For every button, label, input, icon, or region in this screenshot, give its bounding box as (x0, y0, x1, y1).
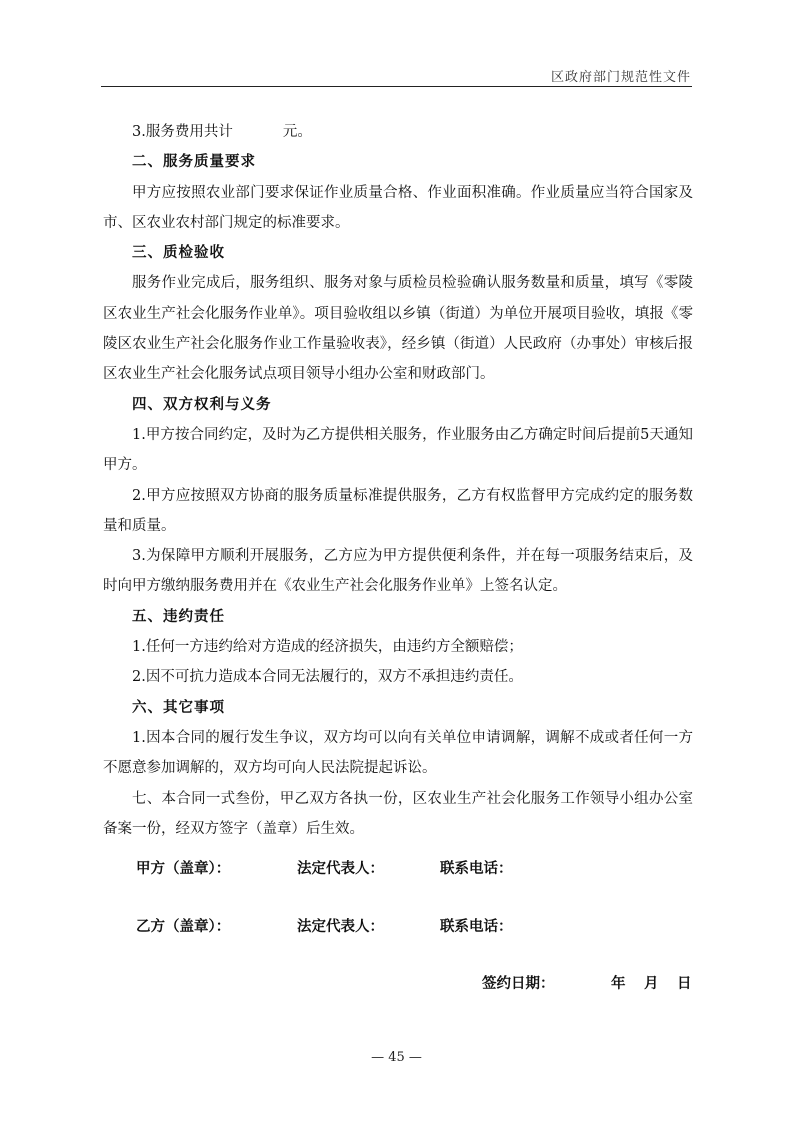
section-paragraph-copies: 七、本合同一式叁份，甲乙双方各执一份，区农业生产社会化服务工作领导小组办公室备案一份，经双方签字（盖章）后生效。 (103, 790, 693, 837)
fee-line-prefix: 3.服务费用共计 (132, 124, 233, 140)
signing-date-year: 年 (611, 976, 626, 992)
section-heading-inspection: 三、质检验收 (132, 245, 225, 262)
party-b-seal-label: 乙方（盖章）： (136, 919, 231, 935)
section-paragraph-quality: 甲方应按照农业部门要求保证作业质量合格、作业面积准确。作业质量应当符合国家及市、区农业农村部门规定的标准要求。 (103, 184, 693, 231)
other-item: 1.因本合同的履行发生争议，双方均可以向有关单位申请调解，调解不成或者任何一方不愿意参加调解的，双方均可向人民法院提起诉讼。 (103, 729, 693, 777)
section-heading-quality: 二、服务质量要求 (132, 154, 256, 171)
header-title: 区政府部门规范性文件 (550, 70, 691, 85)
party-a-phone-label: 联系电话： (440, 861, 513, 877)
section-heading-rights: 四、双方权利与义务 (132, 396, 272, 413)
section-paragraph-inspection: 服务作业完成后，服务组织、服务对象与质检员检验确认服务数量和质量，填写《零陵区农业生产社会化服务作业单》。项目验收组以乡镇（街道）为单位开展项目验收，填报《零陵区农业生产社会化服务作业工作量验收表》，经乡镇（街道）人民政府（办事处）审核后报区农业生产社会化服务试点项目领导小组办公室和财政部门。 (103, 275, 693, 383)
rights-item: 3.为保障甲方顺利开展服务，乙方应为甲方提供便利条件，并在每一项服务结束后，及时向甲方缴纳服务费用并在《农业生产社会化服务作业单》上签名认定。 (103, 548, 693, 595)
signing-date-day: 日 (677, 976, 692, 992)
fee-line-suffix: 元。 (282, 124, 312, 140)
signature-row-party-a (136, 857, 596, 881)
signature-row-party-b (136, 915, 596, 939)
party-b-representative-label: 法定代表人： (297, 919, 384, 935)
fee-line (103, 117, 693, 147)
section-heading-liability: 五、违约责任 (132, 608, 225, 625)
liability-item: 1.任何一方违约给对方造成的经济损失，由违约方全额赔偿； (132, 639, 523, 656)
header-divider (101, 86, 692, 87)
rights-item: 2.甲方应按照双方协商的服务质量标准提供服务，乙方有权监督甲方完成约定的服务数量和质量。 (103, 487, 693, 534)
rights-item: 1.甲方按合同约定，及时为乙方提供相关服务，作业服务由乙方确定时间后提前5天通知甲方。 (103, 426, 693, 474)
page-number: — 45 — (371, 1050, 422, 1065)
party-b-phone-label: 联系电话： (440, 919, 513, 935)
section-heading-other: 六、其它事项 (132, 699, 225, 716)
party-a-representative-label: 法定代表人： (297, 861, 384, 877)
liability-item: 2.因不可抗力造成本合同无法履行的，双方不承担违约责任。 (132, 669, 523, 686)
document-body (103, 117, 693, 844)
signing-date-label: 签约日期： (482, 976, 555, 992)
signing-date-month: 月 (644, 976, 659, 992)
party-a-seal-label: 甲方（盖章）： (136, 861, 231, 877)
